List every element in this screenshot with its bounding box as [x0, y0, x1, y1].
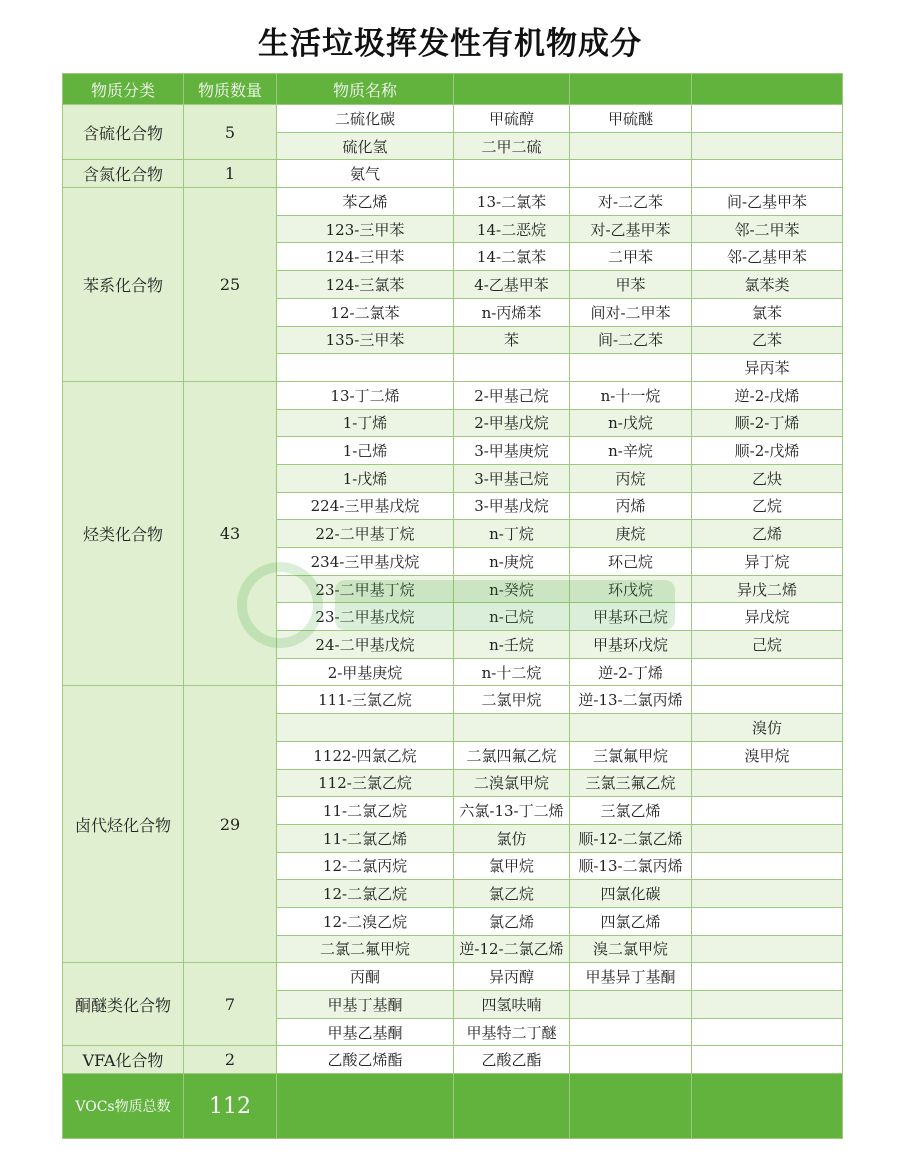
- compound-cell: 14-二恶烷: [454, 215, 570, 243]
- compound-cell: 24-二甲基戊烷: [277, 631, 454, 659]
- compound-cell: 3-甲基庚烷: [454, 437, 570, 465]
- compound-cell: 逆-13-二氯丙烯: [570, 686, 692, 714]
- category-cell: 酮醚类化合物: [63, 963, 184, 1046]
- compound-cell: 溴仿: [692, 714, 843, 742]
- count-cell: 2: [184, 1046, 277, 1074]
- compound-cell: 对-二乙苯: [570, 188, 692, 216]
- compound-cell: 甲硫醇: [454, 105, 570, 133]
- compound-cell: 135-三甲苯: [277, 326, 454, 354]
- count-cell: 5: [184, 105, 277, 160]
- compound-cell: 111-三氯乙烷: [277, 686, 454, 714]
- compound-cell: 顺-2-丁烯: [692, 409, 843, 437]
- compound-cell: n-庚烷: [454, 548, 570, 576]
- header-count: 物质数量: [184, 74, 277, 105]
- compound-cell: 丙烯: [570, 492, 692, 520]
- compound-cell: 四氢呋喃: [454, 991, 570, 1019]
- category-cell: 烃类化合物: [63, 381, 184, 686]
- compound-cell: [570, 354, 692, 382]
- compound-cell: [692, 105, 843, 133]
- compound-cell: 环己烷: [570, 548, 692, 576]
- compound-cell: 12-二氯乙烷: [277, 880, 454, 908]
- table-row: [63, 686, 843, 714]
- compound-cell: 12-二氯丙烷: [277, 852, 454, 880]
- compound-cell: 22-二甲基丁烷: [277, 520, 454, 548]
- compound-cell: [692, 769, 843, 797]
- compound-cell: 氯苯类: [692, 271, 843, 299]
- compound-cell: 3-甲基戊烷: [454, 492, 570, 520]
- compound-cell: 间-二乙苯: [570, 326, 692, 354]
- compound-cell: 丙烷: [570, 464, 692, 492]
- table-row: [63, 188, 843, 216]
- compound-cell: 异丁烷: [692, 548, 843, 576]
- category-cell: 含硫化合物: [63, 105, 184, 160]
- table-body: [63, 105, 843, 1139]
- compound-cell: 二氯四氟乙烷: [454, 741, 570, 769]
- header-name: 物质名称: [277, 74, 454, 105]
- total-blank: [277, 1074, 454, 1139]
- compound-cell: [277, 354, 454, 382]
- compound-cell: 甲基乙基酮: [277, 1018, 454, 1046]
- count-cell: 25: [184, 188, 277, 382]
- compound-cell: 1-戊烯: [277, 464, 454, 492]
- compound-cell: 甲硫醚: [570, 105, 692, 133]
- compound-cell: 氯甲烷: [454, 852, 570, 880]
- header-blank: [570, 74, 692, 105]
- compound-cell: n-十二烷: [454, 658, 570, 686]
- compound-cell: 异戊烷: [692, 603, 843, 631]
- compound-cell: [692, 824, 843, 852]
- compound-cell: [570, 1046, 692, 1074]
- compound-cell: n-十一烷: [570, 381, 692, 409]
- compound-cell: 逆-12-二氯乙烯: [454, 935, 570, 963]
- compound-cell: n-丁烷: [454, 520, 570, 548]
- compound-cell: 庚烷: [570, 520, 692, 548]
- compound-cell: 逆-2-丁烯: [570, 658, 692, 686]
- compound-cell: 11-二氯乙烯: [277, 824, 454, 852]
- compound-cell: n-壬烷: [454, 631, 570, 659]
- compound-cell: 13-二氯苯: [454, 188, 570, 216]
- compound-cell: 23-二甲基丁烷: [277, 575, 454, 603]
- page-title: 生活垃圾挥发性有机物成分: [258, 26, 642, 62]
- count-cell: 7: [184, 963, 277, 1046]
- compound-cell: 112-三氯乙烷: [277, 769, 454, 797]
- category-cell: 苯系化合物: [63, 188, 184, 382]
- voc-table: [62, 73, 843, 1139]
- compound-cell: 溴甲烷: [692, 741, 843, 769]
- compound-cell: 甲基环己烷: [570, 603, 692, 631]
- compound-cell: 124-三氯苯: [277, 271, 454, 299]
- compound-cell: 乙烷: [692, 492, 843, 520]
- compound-cell: 氯仿: [454, 824, 570, 852]
- compound-cell: 溴二氯甲烷: [570, 935, 692, 963]
- total-blank: [570, 1074, 692, 1139]
- compound-cell: 邻-乙基甲苯: [692, 243, 843, 271]
- compound-cell: 氯乙烷: [454, 880, 570, 908]
- compound-cell: 氯乙烯: [454, 907, 570, 935]
- compound-cell: 顺-2-戊烯: [692, 437, 843, 465]
- compound-cell: 11-二氯乙烷: [277, 797, 454, 825]
- compound-cell: [692, 907, 843, 935]
- compound-cell: 间-乙基甲苯: [692, 188, 843, 216]
- compound-cell: 乙苯: [692, 326, 843, 354]
- compound-cell: 四氯乙烯: [570, 907, 692, 935]
- compound-cell: 氨气: [277, 160, 454, 188]
- compound-cell: [692, 797, 843, 825]
- compound-cell: 环戊烷: [570, 575, 692, 603]
- header-blank: [454, 74, 570, 105]
- compound-cell: 2-甲基庚烷: [277, 658, 454, 686]
- compound-cell: 四氯化碳: [570, 880, 692, 908]
- compound-cell: 异戊二烯: [692, 575, 843, 603]
- category-cell: VFA化合物: [63, 1046, 184, 1074]
- compound-cell: 二氯甲烷: [454, 686, 570, 714]
- compound-cell: 顺-12-二氯乙烯: [570, 824, 692, 852]
- compound-cell: n-丙烯苯: [454, 298, 570, 326]
- compound-cell: [692, 658, 843, 686]
- header-row: [63, 74, 843, 105]
- compound-cell: [570, 991, 692, 1019]
- compound-cell: [692, 935, 843, 963]
- compound-cell: 二氯二氟甲烷: [277, 935, 454, 963]
- compound-cell: 邻-二甲苯: [692, 215, 843, 243]
- compound-cell: n-癸烷: [454, 575, 570, 603]
- compound-cell: 12-二氯苯: [277, 298, 454, 326]
- count-cell: 29: [184, 686, 277, 963]
- compound-cell: n-己烷: [454, 603, 570, 631]
- compound-cell: [570, 1018, 692, 1046]
- compound-cell: 甲基丁基酮: [277, 991, 454, 1019]
- compound-cell: [692, 991, 843, 1019]
- compound-cell: 4-乙基甲苯: [454, 271, 570, 299]
- total-blank: [454, 1074, 570, 1139]
- compound-cell: 甲苯: [570, 271, 692, 299]
- compound-cell: 甲基特二丁醚: [454, 1018, 570, 1046]
- compound-cell: 对-乙基甲苯: [570, 215, 692, 243]
- compound-cell: [692, 880, 843, 908]
- count-cell: 1: [184, 160, 277, 188]
- compound-cell: 1-己烯: [277, 437, 454, 465]
- compound-cell: 23-二甲基戊烷: [277, 603, 454, 631]
- compound-cell: [570, 160, 692, 188]
- compound-cell: [692, 132, 843, 160]
- compound-cell: 顺-13-二氯丙烯: [570, 852, 692, 880]
- compound-cell: 乙炔: [692, 464, 843, 492]
- compound-cell: 逆-2-戊烯: [692, 381, 843, 409]
- compound-cell: 乙酸乙烯酯: [277, 1046, 454, 1074]
- total-blank: [692, 1074, 843, 1139]
- table-row: [63, 105, 843, 133]
- compound-cell: 苯乙烯: [277, 188, 454, 216]
- compound-cell: 乙酸乙酯: [454, 1046, 570, 1074]
- compound-cell: 二甲苯: [570, 243, 692, 271]
- table-row: [63, 160, 843, 188]
- total-value: 112: [184, 1074, 277, 1139]
- table-row: [63, 963, 843, 991]
- compound-cell: 2-甲基己烷: [454, 381, 570, 409]
- compound-cell: 氯苯: [692, 298, 843, 326]
- compound-cell: 三氯三氟乙烷: [570, 769, 692, 797]
- header-blank: [692, 74, 843, 105]
- compound-cell: 二溴氯甲烷: [454, 769, 570, 797]
- compound-cell: 224-三甲基戊烷: [277, 492, 454, 520]
- compound-cell: [692, 1018, 843, 1046]
- compound-cell: 二硫化碳: [277, 105, 454, 133]
- compound-cell: 甲基异丁基酮: [570, 963, 692, 991]
- compound-cell: [454, 354, 570, 382]
- table-row: [63, 381, 843, 409]
- compound-cell: 14-二氯苯: [454, 243, 570, 271]
- compound-cell: [692, 852, 843, 880]
- compound-cell: 甲基环戊烷: [570, 631, 692, 659]
- compound-cell: 六氯-13-丁二烯: [454, 797, 570, 825]
- total-row: [63, 1074, 843, 1139]
- compound-cell: 3-甲基己烷: [454, 464, 570, 492]
- category-cell: 卤代烃化合物: [63, 686, 184, 963]
- compound-cell: 234-三甲基戊烷: [277, 548, 454, 576]
- compound-cell: 间对-二甲苯: [570, 298, 692, 326]
- compound-cell: 三氯氟甲烷: [570, 741, 692, 769]
- compound-cell: 丙酮: [277, 963, 454, 991]
- compound-cell: 124-三甲苯: [277, 243, 454, 271]
- compound-cell: 1-丁烯: [277, 409, 454, 437]
- header-category: 物质分类: [63, 74, 184, 105]
- compound-cell: 己烷: [692, 631, 843, 659]
- compound-cell: [454, 714, 570, 742]
- compound-cell: 异丙苯: [692, 354, 843, 382]
- count-cell: 43: [184, 381, 277, 686]
- compound-cell: 1122-四氯乙烷: [277, 741, 454, 769]
- compound-cell: 123-三甲苯: [277, 215, 454, 243]
- compound-cell: n-辛烷: [570, 437, 692, 465]
- category-cell: 含氮化合物: [63, 160, 184, 188]
- compound-cell: [570, 132, 692, 160]
- compound-cell: 13-丁二烯: [277, 381, 454, 409]
- compound-cell: 二甲二硫: [454, 132, 570, 160]
- compound-cell: 硫化氢: [277, 132, 454, 160]
- table-row: [63, 1046, 843, 1074]
- compound-cell: 苯: [454, 326, 570, 354]
- compound-cell: [454, 160, 570, 188]
- total-label: VOCs物质总数: [63, 1074, 184, 1139]
- compound-cell: [277, 714, 454, 742]
- compound-cell: n-戊烷: [570, 409, 692, 437]
- compound-cell: [692, 160, 843, 188]
- compound-cell: [570, 714, 692, 742]
- compound-cell: 异丙醇: [454, 963, 570, 991]
- compound-cell: 12-二溴乙烷: [277, 907, 454, 935]
- compound-cell: [692, 1046, 843, 1074]
- compound-cell: 三氯乙烯: [570, 797, 692, 825]
- compound-cell: 2-甲基戊烷: [454, 409, 570, 437]
- compound-cell: [692, 686, 843, 714]
- compound-cell: 乙烯: [692, 520, 843, 548]
- compound-cell: [692, 963, 843, 991]
